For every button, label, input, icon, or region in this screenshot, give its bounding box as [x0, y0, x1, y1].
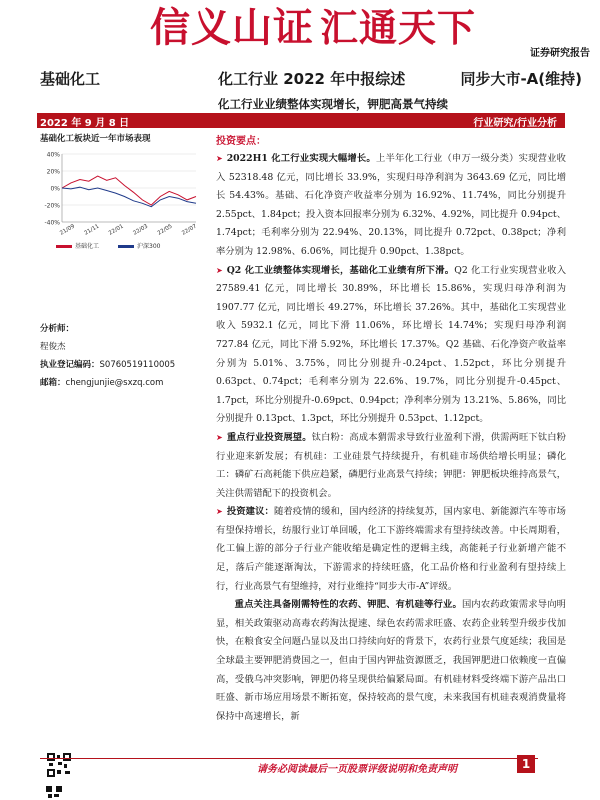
footer-disclaimer: 请务必阅读最后一页股票评级说明和免责声明: [257, 764, 457, 775]
page-number: 1: [517, 755, 535, 773]
legend-swatch: [56, 245, 72, 248]
report-title: 化工行业 2022 年中报综述: [218, 70, 406, 88]
point-5-lead: 重点关注具备刚需特性的农药、钾肥、有机硅等行业。: [234, 599, 462, 611]
report-date: 2022 年 9 月 8 日: [40, 118, 130, 129]
point-5-body: 国内农药政策需求导向明显，相关政策驱动高毒农药淘汰提速、绿色农药需求旺盛、农药企业转型升级步伐加快，在粮食安全问题凸显以及出口持续向好的背景下，农药行业景气度延续；我国是全球最主要钾肥消费国之一，但由于国内钾盐资源匮乏，我国钾肥进口依赖度一直偏高，受俄乌冲突影响，钾肥仍将呈现供给偏紧局面。有机硅材料受终端下游产品出口旺盛、新市场应用场景不断拓宽，保持较高的景气度，未来我国有机硅表观消费量将保持中高速增长，新: [216, 599, 566, 722]
market-performance-chart: [40, 148, 200, 258]
brand-logo: [150, 0, 476, 53]
chart-title: 基础化工板块近一年市场表现: [40, 134, 151, 144]
x-tick-label: 21/09: [59, 223, 76, 237]
point-1-body: 上半年化工行业（申万一级分类）实现营业收入 52318.48 亿元，同比增长 33.9%，实现归母净利润为 3643.69 亿元，同比增长 54.43%。基础、石化净资产收益率分别为 16.92%、11.74%，同比分别提升 2.55pct、1.84pct；投入资本回报率分别为 6.32%、4.92%，同比提升 0.94pct、1.74pct；毛利率分别为 22.94%、20.13%，同比提升 0.72pct、0.38pct；净利率分别为 12.98%、6.06%，同比提升 0.90pct、1.38pct。: [216, 153, 566, 257]
analyst-block: [40, 320, 175, 392]
point-4-body: 随着疫情的缓和，国内经济的持续复苏，国内家电、新能源汽车等市场有望保持增长，纺服行业订单回暖，化工下游终端需求有望持续改善。中长周期看，化工偏上游的部分子行业产能收缩是确定性的逻辑主线，高能耗子行业新增产能不足，落后产能逐渐淘汰，下游需求的持续旺盛，化工品价格和行业盈利有望持续上行，行业高景气有望维持，对行业维持“同步大市-A”评级。: [216, 506, 566, 592]
arrow-bullet-icon: ➤: [216, 507, 223, 517]
analyst-label: 分析师：: [40, 324, 75, 334]
report-category: 行业研究/行业分析: [473, 118, 557, 129]
brand-left: 信义山证: [150, 5, 314, 51]
y-tick-label: -40%: [44, 219, 60, 227]
sidebar: [40, 132, 200, 388]
header-row: [40, 68, 590, 90]
point-4: [216, 503, 566, 596]
report-subtitle: 化工行业业绩整体实现增长，钾肥高景气持续: [218, 97, 448, 111]
point-3: [216, 429, 566, 503]
main-content: [216, 132, 566, 726]
email-label: 邮箱：: [40, 378, 66, 388]
series-line-1: [62, 187, 196, 207]
point-2: [216, 262, 566, 429]
y-tick-label: 40%: [46, 151, 60, 159]
y-tick-label: 20%: [46, 168, 60, 176]
x-tick-label: 21/11: [83, 223, 101, 237]
report-type: 证券研究报告: [530, 48, 590, 59]
y-tick-label: 0%: [50, 185, 60, 193]
arrow-bullet-icon: ➤: [216, 432, 223, 442]
arrow-bullet-icon: ➤: [216, 265, 223, 275]
arrow-bullet-icon: ➤: [216, 154, 223, 163]
point-3-body: 钛白粉：高成本猬需求导致行业盈利下滑，供需两旺下钛白粉行业迎来新发展；有机硅：工业硅景气持续提升，有机硅市场供给增长明显；磷化工：磷矿石高耗能下供应趋紧，磷肥行业高景气持续；钾肥：钾肥板块维持高景气，关注供需错配下的投资机会。: [216, 431, 566, 499]
qr-code-icon: [46, 752, 72, 778]
header-banner: [0, 0, 600, 62]
license-number: S0760519110005: [99, 360, 176, 370]
x-tick-label: 22/01: [107, 223, 125, 237]
license-label: 执业登记编码：: [40, 360, 100, 370]
series-line-0: [62, 176, 196, 205]
qr-code-small-icon: [46, 786, 62, 800]
legend-label: 沪深300: [137, 243, 161, 250]
footer-divider: [40, 758, 538, 759]
sector-label: 基础化工: [40, 70, 101, 88]
brand-right: 汇通天下: [320, 6, 477, 50]
analyst-name: 程俊杰: [40, 342, 66, 352]
point-1: [216, 150, 566, 262]
point-2-body: Q2 化工行业实现营业收入 27589.41 亿元，同比增长 30.89%，环比增长 15.86%，实现归母净利润为 1907.77 亿元，同比增长 49.27%，环比增长 37.26%。其中，基础化工实现营业收入 5932.1 亿元，同比下滑 11.06%，环比增长 14.74%；实现归母净利润 727.84 亿元，同比下滑 5.92%，环比增长 17.37%。Q2 基础、石化净资产收益率分别为 5.01%、3.75%，同比分别提升-0.24pct、1.52pct，环比分别提升 0.63pct、0.74pct；毛利率分别为 22.6%、19.7%，同比分别提升-0.45pct、1.7pct，环比分别提升-0.69pct、0.94pct；净利率分别为 13.21%、5.86%，同比分别提升 0.13pct、1.3pct，环比分别提升 0.53pct、1.12pct。: [216, 264, 566, 425]
x-tick-label: 22/03: [132, 223, 150, 237]
point-2-lead: Q2 化工业绩整体实现增长，基础化工业绩有所下滑。: [226, 264, 455, 276]
y-tick-label: -20%: [44, 202, 60, 210]
section-title: 投资要点：: [216, 136, 266, 147]
rating-label: 同步大市-A(维持): [460, 70, 582, 88]
point-1-lead: 2022H1 化工行业实现大幅增长。: [226, 153, 376, 164]
legend-label: 基础化工: [75, 243, 100, 250]
point-3-lead: 重点行业投资展望。: [226, 431, 312, 443]
point-5: [216, 596, 566, 726]
x-tick-label: 22/05: [156, 223, 174, 237]
point-4-lead: 投资建议：: [226, 506, 274, 518]
email-address[interactable]: chengjunjie@sxzq.com: [65, 378, 164, 388]
date-bar: [37, 113, 565, 128]
x-tick-label: 22/07: [181, 223, 198, 237]
legend-swatch: [118, 245, 134, 248]
